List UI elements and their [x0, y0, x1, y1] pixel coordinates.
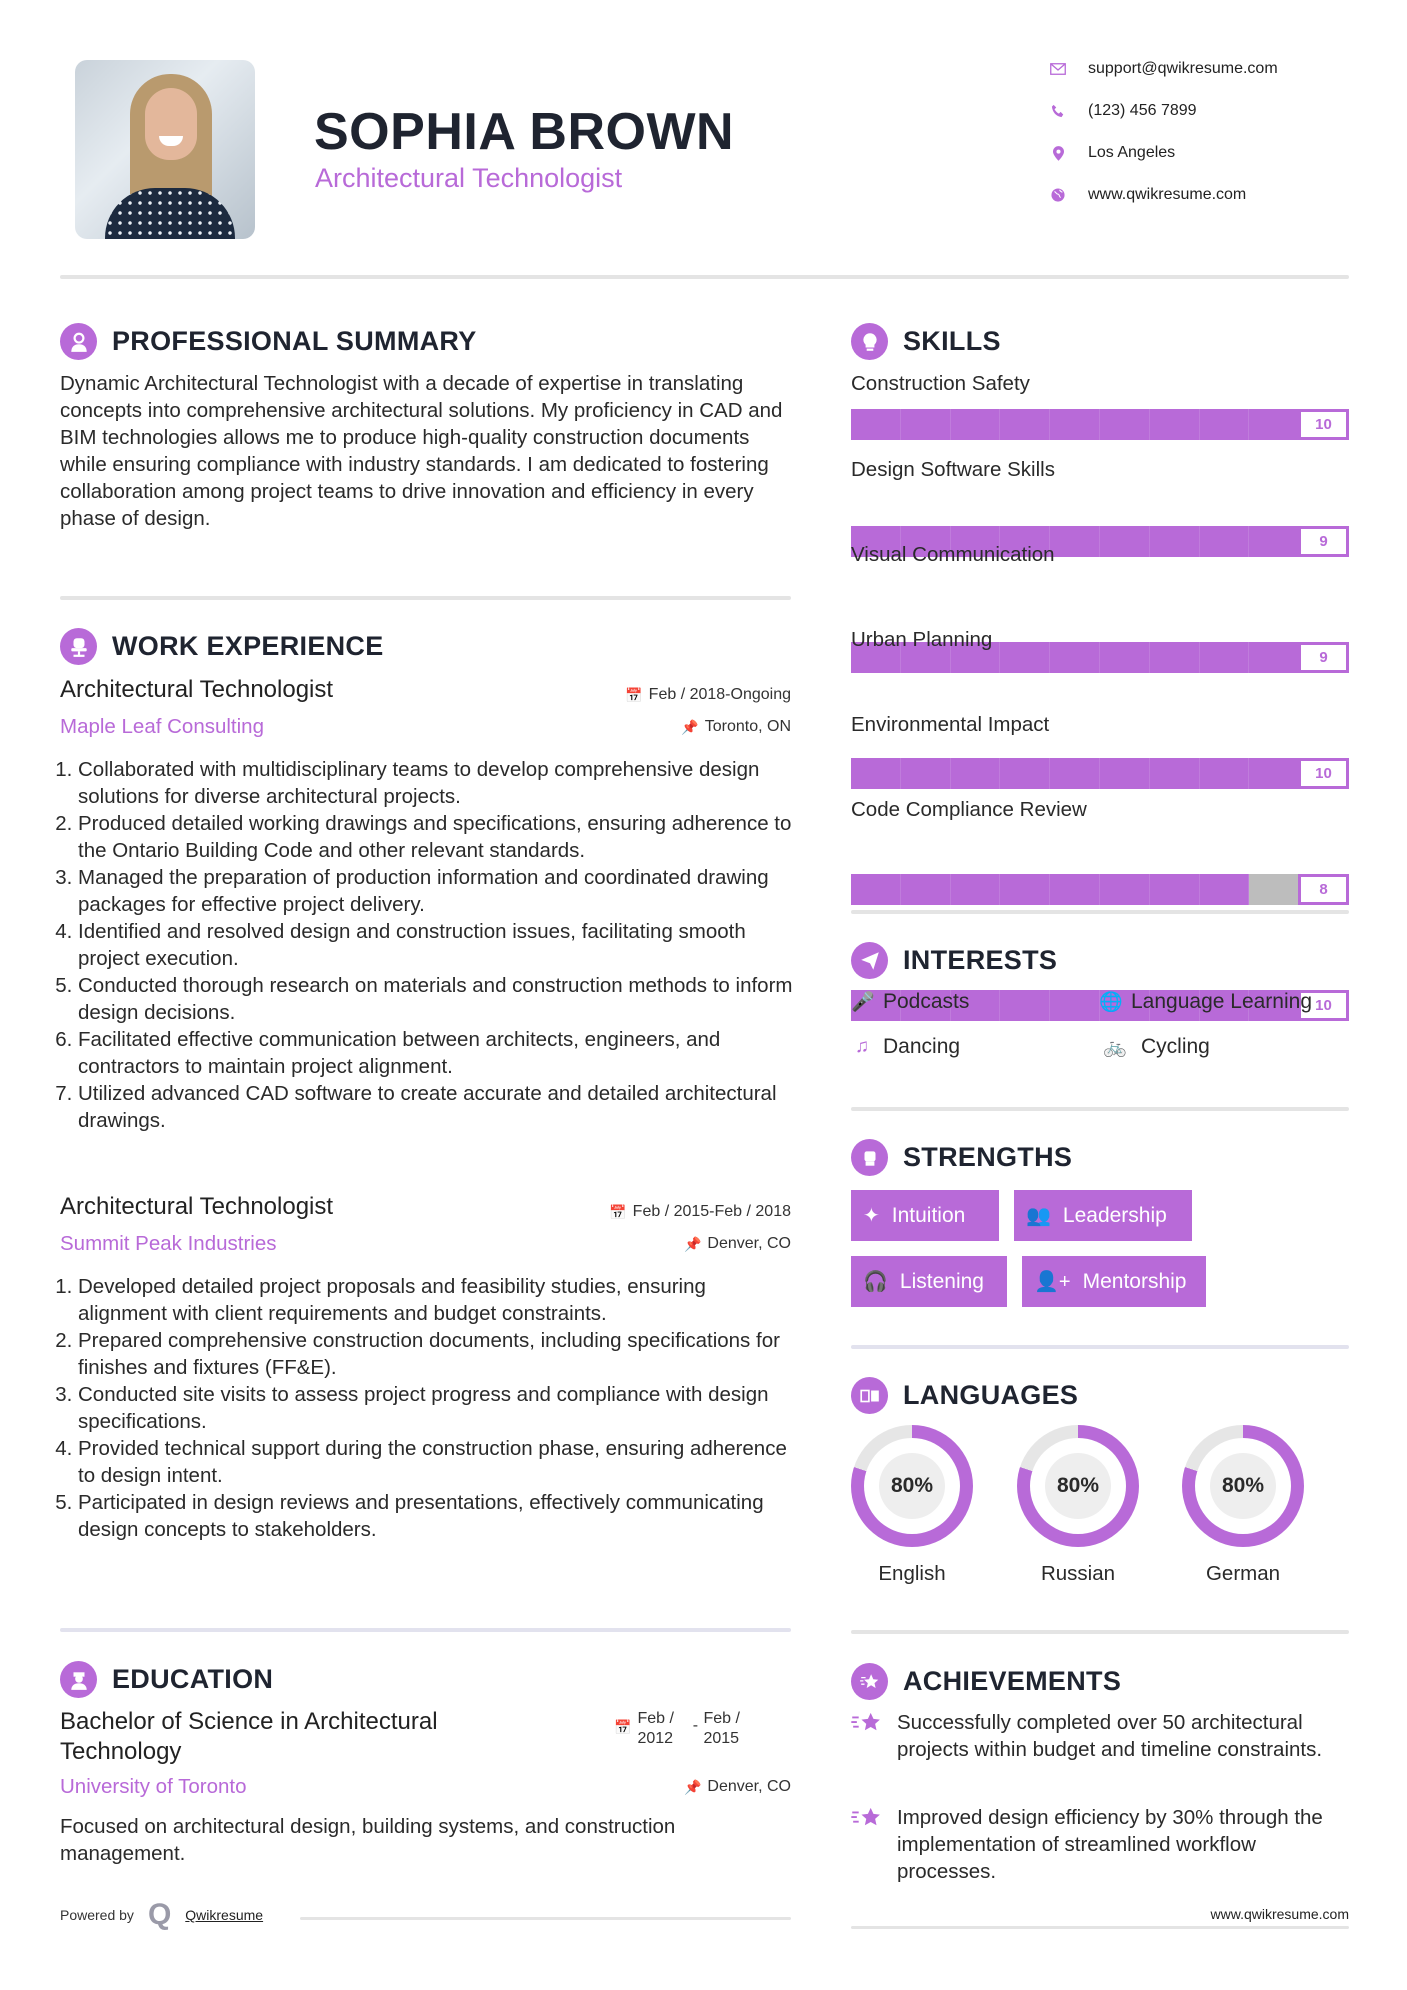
skill-segment — [1050, 409, 1100, 440]
skill-segment — [1050, 758, 1100, 789]
footer-site-link[interactable]: www.qwikresume.com — [1210, 1906, 1349, 1922]
music-icon: ♫ — [854, 1036, 870, 1057]
skill-segment — [1249, 409, 1299, 440]
skill-segment — [851, 758, 901, 789]
star-icon — [851, 1663, 888, 1700]
strengths-divider — [851, 1345, 1349, 1349]
skill-label: Visual Communication — [851, 543, 1055, 566]
company-name: Summit Peak Industries — [60, 1232, 277, 1255]
strength-chip: 👤+ Mentorship — [1022, 1256, 1206, 1307]
qwikresume-link[interactable]: Qwikresume — [185, 1907, 264, 1923]
skill-segment — [1249, 642, 1299, 673]
skill-segment — [1150, 642, 1200, 673]
skill-label: Code Compliance Review — [851, 798, 1087, 821]
summary-text: Dynamic Architectural Technologist with a decade of expertise in translating concepts into comprehensive architectural solutions. My proficiency in CAD and BIM technologies allows me to produce high-quality construction documents while ensuring compliance with industry standards. I am dedicated to fostering collaboration among project teams to drive innovation and efficiency in every phase of design. — [60, 372, 783, 530]
skill-segment — [1000, 758, 1050, 789]
languages-divider — [851, 1630, 1349, 1634]
profile-photo — [75, 60, 255, 239]
skill-segment — [901, 758, 951, 789]
duty-item: 5. Conducted thorough research on materials and construction methods to inform design decisions. — [78, 972, 800, 1026]
map-marker-icon — [1050, 145, 1066, 161]
job-dates: 📅 Feb / 2018-Ongoing — [625, 686, 791, 703]
company-name: Maple Leaf Consulting — [60, 715, 264, 738]
envelope-icon — [1050, 61, 1066, 77]
education-description: Focused on architectural design, building systems, and construction management. — [60, 1815, 676, 1865]
magic-wand-icon: ✦ — [863, 1205, 880, 1227]
phone-icon — [1050, 103, 1066, 119]
skill-segment — [1200, 758, 1250, 789]
duty-item: 5. Participated in design reviews and presentations, effectively communicating design concepts to stakeholders. — [78, 1489, 800, 1543]
school-name: University of Toronto — [60, 1775, 247, 1798]
duty-item: 1. Developed detailed project proposals and feasibility studies, ensuring alignment with client requirements and budget constraints. — [78, 1273, 800, 1327]
chair-icon — [60, 628, 97, 665]
skill-segment — [1150, 874, 1200, 905]
progress-ring: 80% — [851, 1425, 973, 1547]
skill-segment — [1100, 409, 1150, 440]
header-divider — [60, 275, 1349, 279]
user-plus-icon: 👤+ — [1034, 1271, 1071, 1293]
fist-icon — [851, 1139, 888, 1176]
interest-item: ♫ Dancing — [851, 1035, 960, 1059]
microphone-icon: 🎤 — [851, 992, 875, 1013]
skill-bar: 8 — [851, 874, 1349, 905]
skill-segment — [1200, 874, 1250, 905]
globe-icon: 🌐 — [1099, 992, 1123, 1013]
education-dates: 📅 Feb / 2012 - Feb / 2015 — [614, 1710, 740, 1747]
skill-label: Environmental Impact — [851, 713, 1050, 736]
skill-segment — [851, 874, 901, 905]
skill-bar: 10 — [851, 758, 1349, 789]
interest-item: 🎤 Podcasts — [851, 990, 970, 1013]
summary-heading: PROFESSIONAL SUMMARY — [60, 323, 477, 360]
duty-item: 4. Provided technical support during the construction phase, ensuring adherence to design intent. — [78, 1435, 800, 1489]
duty-item: 2. Prepared comprehensive construction documents, including specifications for finishes and fixtures (FF&E). — [78, 1327, 800, 1381]
contact-website[interactable]: www.qwikresume.com — [1050, 186, 1370, 204]
calendar-icon: 📅 — [614, 1719, 632, 1735]
duty-item: 1. Collaborated with multidisciplinary teams to develop comprehensive design solutions for diverse architectural projects. — [78, 756, 800, 810]
work-heading: WORK EXPERIENCE — [60, 628, 384, 665]
skill-segment — [901, 409, 951, 440]
headphones-icon: 🎧 — [863, 1271, 888, 1293]
job-duties — [60, 1273, 800, 1543]
contact-phone[interactable]: (123) 456 7899 — [1050, 102, 1370, 120]
achievements-heading: ACHIEVEMENTS — [851, 1663, 1121, 1700]
strength-chip: ✦ Intuition — [851, 1190, 999, 1241]
bicycle-icon: 🚲 — [1103, 1037, 1127, 1058]
contact-location: Los Angeles — [1050, 144, 1370, 162]
footer-divider-left — [300, 1917, 791, 1920]
interests-divider — [851, 1107, 1349, 1111]
job-title: Architectural Technologist — [60, 676, 334, 703]
graduate-icon — [60, 1661, 97, 1698]
skill-segment — [1100, 874, 1150, 905]
skill-segment — [1200, 526, 1250, 557]
work-divider — [60, 1628, 791, 1632]
skill-segment — [1000, 874, 1050, 905]
skill-segment — [1000, 990, 1050, 1021]
interest-item: 🌐 Language Learning — [1099, 990, 1313, 1013]
skill-segment — [1050, 874, 1100, 905]
users-icon: 👥 — [1026, 1205, 1051, 1227]
summary-divider — [60, 596, 791, 600]
duty-item: 3. Managed the preparation of production information and coordinated drawing packages for effective project delivery. — [78, 864, 800, 918]
language-item: 80% German — [1182, 1425, 1304, 1586]
progress-ring: 80% — [1017, 1425, 1139, 1547]
interests-heading: INTERESTS — [851, 942, 1057, 979]
skill-segment — [1150, 526, 1200, 557]
duty-item: 3. Conducted site visits to assess project progress and compliance with design specifications. — [78, 1381, 800, 1435]
language-item: 80% Russian — [1017, 1425, 1139, 1586]
skill-segment — [951, 758, 1001, 789]
skill-segment — [1050, 526, 1100, 557]
candidate-name: SOPHIA BROWN — [314, 103, 735, 161]
skill-segment — [1249, 758, 1299, 789]
job-title: Architectural Technologist — [60, 1193, 334, 1220]
job-dates: 📅 Feb / 2015-Feb / 2018 — [609, 1203, 791, 1220]
skill-segment — [1150, 409, 1200, 440]
duty-item: 4. Identified and resolved design and construction issues, facilitating smooth project execution. — [78, 918, 800, 972]
skill-segment — [1100, 526, 1150, 557]
pushpin-icon: 📌 — [683, 1778, 702, 1795]
skill-label: Construction Safety — [851, 372, 1030, 395]
job-duties — [60, 756, 800, 1134]
skill-segment — [1000, 409, 1050, 440]
language-item: 80% English — [851, 1425, 973, 1586]
skill-bar: 9 — [851, 642, 1349, 673]
calendar-icon: 📅 — [625, 686, 643, 703]
languages-heading: LANGUAGES — [851, 1377, 1078, 1414]
duty-item: 6. Facilitated effective communication between architects, engineers, and contractors to maintain project alignment. — [78, 1026, 800, 1080]
skill-segment — [1200, 642, 1250, 673]
skill-segment — [1100, 758, 1150, 789]
skill-segment — [851, 409, 901, 440]
skill-segment — [901, 874, 951, 905]
calendar-icon: 📅 — [609, 1203, 627, 1220]
strengths-heading: STRENGTHS — [851, 1139, 1072, 1176]
candidate-title: Architectural Technologist — [315, 163, 623, 193]
education-location: 📌 Denver, CO — [683, 1778, 791, 1795]
skill-segment — [1249, 874, 1299, 905]
skills-heading: SKILLS — [851, 323, 1001, 360]
pushpin-icon: 📌 — [683, 1235, 702, 1252]
skill-segment — [1150, 758, 1200, 789]
footer-divider-right — [851, 1926, 1349, 1929]
achievement-item: Improved design efficiency by 30% through the implementation of streamlined workflow processes. — [851, 1804, 1341, 1885]
skill-segment — [1100, 642, 1150, 673]
pushpin-icon: 📌 — [681, 718, 699, 735]
job-location: 📌 Denver, CO — [683, 1235, 791, 1252]
skill-segment — [1000, 642, 1050, 673]
contact-email[interactable]: support@qwikresume.com — [1050, 60, 1370, 78]
skill-bar: 10 — [851, 990, 1349, 1021]
skill-segment — [1050, 990, 1100, 1021]
skill-segment — [1249, 526, 1299, 557]
skill-bar: 10 — [851, 409, 1349, 440]
duty-item: 7. Utilized advanced CAD software to create accurate and detailed architectural drawings. — [78, 1080, 800, 1134]
skill-label: Urban Planning — [851, 628, 993, 651]
shooting-star-icon — [851, 1709, 885, 1763]
shooting-star-icon — [851, 1804, 885, 1885]
lightbulb-icon — [851, 323, 888, 360]
globe-icon — [1050, 187, 1066, 203]
translate-icon — [851, 1377, 888, 1414]
achievement-item: Successfully completed over 50 architectural projects within budget and timeline constraints. — [851, 1709, 1341, 1763]
skill-segment — [951, 874, 1001, 905]
skill-bar: 9 — [851, 526, 1349, 557]
degree-title: Bachelor of Science in Architectural Technology — [60, 1708, 438, 1765]
user-icon — [60, 323, 97, 360]
job-location: 📌 Toronto, ON — [681, 718, 791, 735]
skill-segment — [951, 409, 1001, 440]
education-heading: EDUCATION — [60, 1661, 273, 1698]
paper-plane-icon — [851, 942, 888, 979]
skills-divider — [851, 910, 1349, 914]
progress-ring: 80% — [1182, 1425, 1304, 1547]
qwikresume-logo-icon: Q — [147, 1898, 172, 1931]
strength-chip: 👥 Leadership — [1014, 1190, 1192, 1241]
interest-item: 🚲 Cycling — [1099, 1035, 1210, 1059]
duty-item: 2. Produced detailed working drawings and specifications, ensuring adherence to the Ontario Building Code and other relevant standards. — [78, 810, 800, 864]
strength-chip: 🎧 Listening — [851, 1256, 1007, 1307]
skill-label: Design Software Skills — [851, 458, 1055, 481]
skill-segment — [1200, 409, 1250, 440]
powered-by: Powered by Q Qwikresume — [60, 1898, 264, 1931]
skill-segment — [1050, 642, 1100, 673]
